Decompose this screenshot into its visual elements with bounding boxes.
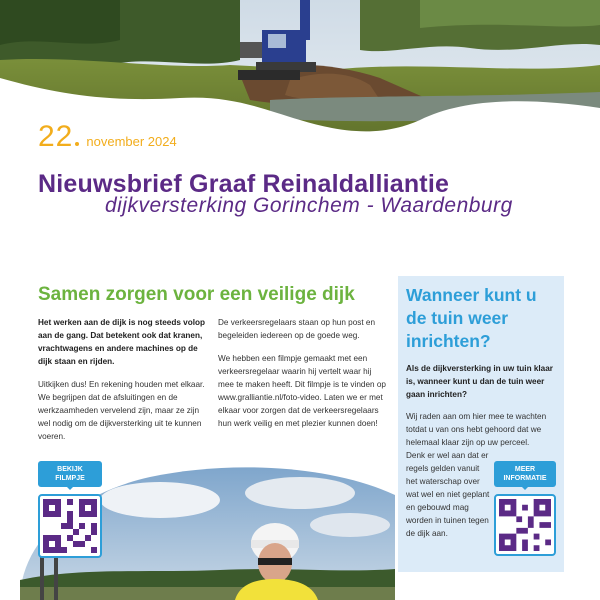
date-month-year: november 2024 [86, 134, 177, 149]
qr-code-icon [43, 499, 97, 553]
article-paragraph: De verkeersregelaars staan op hun post en begeleiden iedereen op de goede weg. [218, 318, 376, 340]
article-heading: Samen zorgen voor een veilige dijk [38, 284, 355, 305]
badge-line: INFORMATIE [503, 475, 547, 482]
more-info-badge[interactable] [494, 461, 556, 487]
date-day: 22 [38, 120, 74, 153]
bullet-icon [75, 142, 79, 146]
sidebar-question: Als de dijkversterking in uw tuin klaar is, wanneer kunt u dan de tuin weer gaan inrichten? [406, 364, 553, 399]
article-column-right [218, 316, 388, 440]
badge-line: MEER [514, 466, 536, 473]
badge-arrow-icon [520, 485, 530, 490]
article-paragraph: We hebben een filmpje gemaakt met een verkeersregelaar waarin hij vertelt waar hij mee te maken heeft. Dit filmpje is te vinden op www.gralliantie.nl/foto-video. Laten we er met elkaar voor zorgen dat de verkeersregelaars hun werk veilig en met plezier kunnen doen! [218, 354, 386, 428]
sidebar-heading: Wanneer kunt u de tuin weer inrichten? [406, 285, 537, 351]
qr-code-icon [499, 499, 551, 551]
badge-line: FILMPJE [55, 475, 85, 482]
watch-video-badge[interactable] [38, 461, 102, 487]
newsletter-title: Nieuwsbrief Graaf Reinaldalliantie [38, 170, 450, 198]
article-intro: Het werken aan de dijk is nog steeds volop aan de gang. Dat betekent ook dat kranen, vrachtwagens en andere machines op de dijk staan en rijden. [38, 318, 205, 366]
issue-date [38, 120, 177, 154]
qr-code-video[interactable] [38, 494, 102, 558]
qr-code-info[interactable] [494, 494, 556, 556]
sidebar-paragraph: Wij raden aan om hier mee te wachten totdat u van ons hebt gehoord dat we helemaal klaar zijn op uw perceel. [406, 412, 547, 447]
sidebar-paragraph: Denk er wel aan dat er regels gelden vanuit het waterschap over wat wel en niet geplant en gebouwd mag worden in tuinen tegen de dijk aan. [406, 451, 490, 538]
article-column-left [38, 316, 206, 453]
badge-arrow-icon [65, 485, 75, 490]
newsletter-subtitle: dijkversterking Gorinchem - Waardenburg [105, 194, 513, 217]
badge-line: BEKIJK [57, 466, 83, 473]
article-paragraph: Uitkijken dus! En rekening houden met elkaar. We begrijpen dat de afsluitingen en de werkzaamheden vervelend zijn, maar ze zijn wel nodig om de dijkversterking uit te kunnen voeren. [38, 380, 205, 441]
